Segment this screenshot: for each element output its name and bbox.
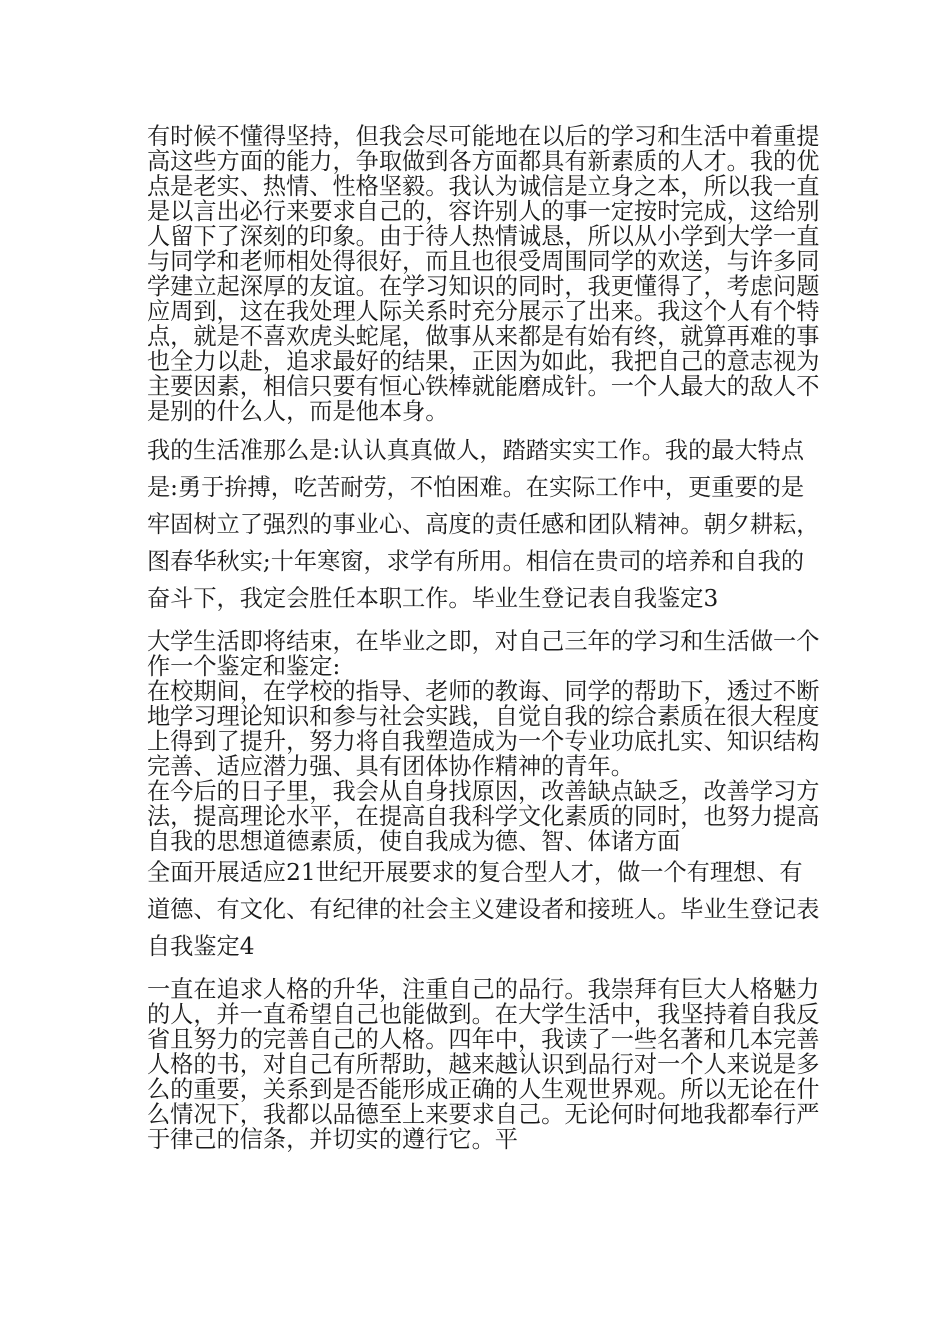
document-body [147, 124, 822, 1152]
paragraph-future-improvement: 在今后的日子里，我会从自身找原因，改善缺点缺乏，改善学习方法，提高理论水平，在提高自我科学文化素质的同时，也努力提高自我的思想道德素质，使自我成为德、智、体诸方面 [147, 778, 820, 855]
paragraph-talent-goal: 全面开展适应21世纪开展要求的复合型人才，做一个有理想、有道德、有文化、有纪律的社会主义建设者和接班人。毕业生登记表自我鉴定4 [147, 859, 820, 960]
paragraph-graduation-intro: 大学生活即将结束，在毕业之即，对自己三年的学习和生活做一个作一个鉴定和鉴定: [147, 628, 820, 680]
paragraph-life-motto: 我的生活准那么是:认认真真做人，踏踏实实工作。我的最大特点是:勇于拚搏，吃苦耐劳，不怕困难。在实际工作中，更重要的是牢固树立了强烈的事业心、高度的责任感和团队精神。朝夕耕耘，图春华秋实;十年寒窗，求学有所用。相信在贵司的培养和自我的奋斗下，我定会胜任本职工作。毕业生登记表自我鉴定3 [147, 437, 820, 612]
paragraph-spacer [147, 424, 822, 432]
paragraph-personality-pursuit: 一直在追求人格的升华，注重自己的品行。我崇拜有巨大人格魅力的人，并一直希望自己也能做到。在大学生活中，我坚持着自我反省且努力的完善自己的人格。四年中，我读了一些名著和几本完善人格的书，对自己有所帮助，越来越认识到品行对一个人来说是多么的重要，关系到是否能形成正确的人生观世界观。所以无论在什么情况下，我都以品德至上来要求自己。无论何时何地我都奉行严于律己的信条，并切实的遵行它。平 [147, 976, 820, 1153]
paragraph-self-assessment-character: 有时候不懂得坚持，但我会尽可能地在以后的学习和生活中着重提高这些方面的能力，争取做到各方面都具有新素质的人才。我的优点是老实、热情、性格坚毅。我认为诚信是立身之本，所以我一直是以言出必行来要求自己的，容许别人的事一定按时完成，这给别人留下了深刻的印象。由于待人热情诚恳，所以从小学到大学一直与同学和老师相处得很好，而且也很受周围同学的欢送，与许多同学建立起深厚的友谊。在学习知识的同时，我更懂得了，考虑问题应周到，这在我处理人际关系时充分展示了出来。我这个人有个特点，就是不喜欢虎头蛇尾，做事从来都是有始有终，就算再难的事也全力以赴，追求最好的结果，正因为如此，我把自己的意志视为主要因素，相信只要有恒心铁棒就能磨成针。一个人最大的敌人不是别的什么人，而是他本身。 [147, 123, 820, 425]
paragraph-school-period: 在校期间，在学校的指导、老师的教诲、同学的帮助下，透过不断地学习理论知识和参与社会实践，自觉自我的综合素质在很大程度上得到了提升，努力将自我塑造成为一个专业功底扎实、知识结构完善、适应潜力强、具有团体协作精神的青年。 [147, 678, 820, 780]
